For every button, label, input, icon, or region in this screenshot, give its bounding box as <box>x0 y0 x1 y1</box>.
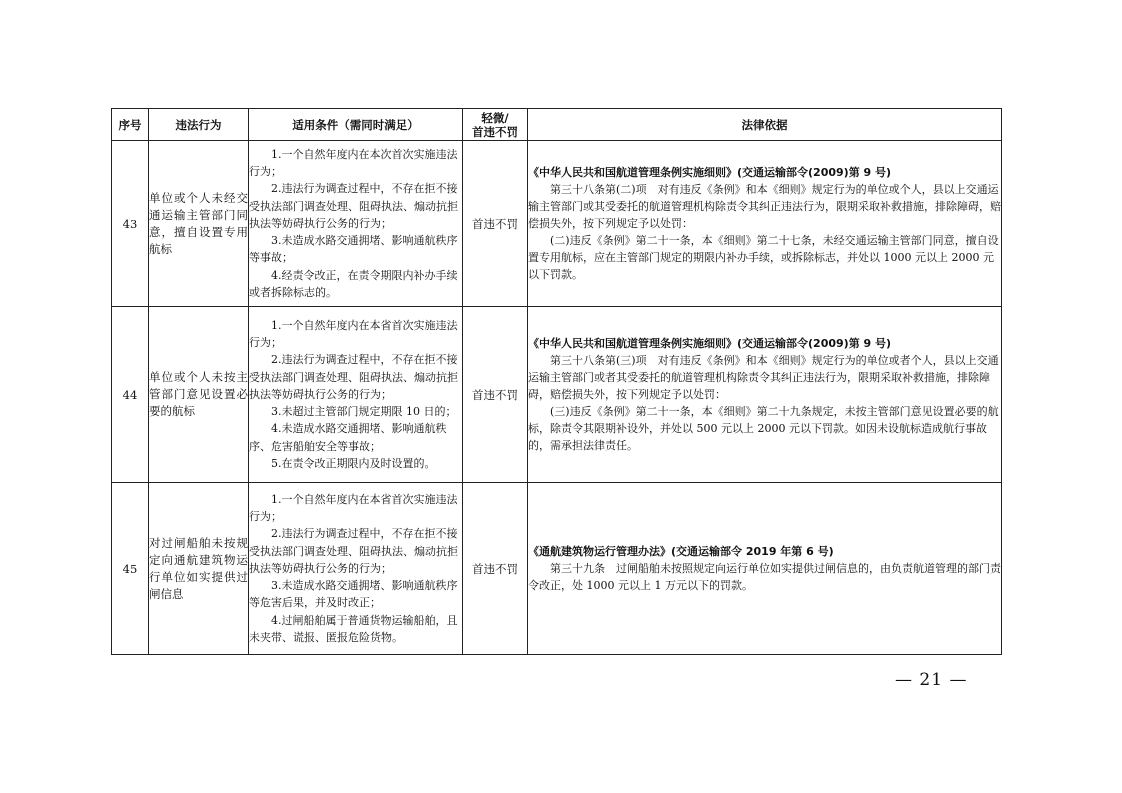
law-paragraph: 第三十八条第(三)项 对有违反《条例》和本《细则》规定行为的单位或者个人，县以上交通运输主管部门或者其受委托的航道管理机构除责令其纠正违法行为，限期采取补救措施，排除障碍，赔偿损失外，按下列规定予以处罚： <box>528 354 999 401</box>
row-behavior <box>149 141 249 307</box>
row-behavior-text: 单位或个人未按主管部门意见设置必要的航标 <box>149 370 248 418</box>
page-number: — 21 — <box>895 670 968 690</box>
table-row <box>112 141 1002 307</box>
law-paragraph: 第三十八条第(二)项 对有违反《条例》和本《细则》规定行为的单位或个人，县以上交通运输主管部门或其受委托的航道管理机构除责令其纠正违法行为，限期采取补救措施，排除障碍，赔偿损失外，按下列规定予以处罚： <box>528 183 1001 230</box>
row-law <box>528 307 1002 483</box>
header-light-line1: 轻微/ <box>481 110 509 125</box>
row-light-penalty: 首违不罚 <box>463 141 528 307</box>
row-conditions <box>249 307 463 483</box>
condition-item: 3.未造成水路交通拥堵、影响通航秩序等危害后果，并及时改正； <box>249 579 458 610</box>
row-law <box>528 483 1002 655</box>
condition-item: 3.未造成水路交通拥堵、影响通航秩序等事故； <box>249 234 458 265</box>
condition-item: 2.违法行为调查过程中，不存在拒不接受执法部门调查处理、阻碍执法、煽动抗拒执法等妨碍执行公务的行为； <box>249 353 458 401</box>
penalty-table <box>111 108 1002 655</box>
law-title: 《中华人民共和国航道管理条例实施细则》(交通运输部令(2009)第 9 号) <box>528 166 892 179</box>
row-conditions <box>249 141 463 307</box>
row-seq: 43 <box>112 141 149 307</box>
row-behavior <box>149 483 249 655</box>
table-row <box>112 307 1002 483</box>
law-title: 《通航建筑物运行管理办法》(交通运输部令 2019 年第 6 号) <box>528 545 834 558</box>
row-light-penalty: 首违不罚 <box>463 483 528 655</box>
row-conditions <box>249 483 463 655</box>
row-seq: 44 <box>112 307 149 483</box>
condition-item: 4.过闸船舶属于普通货物运输船舶，且未夹带、谎报、匿报危险货物。 <box>249 613 458 645</box>
law-paragraph: 第三十九条 过闸船舶未按照规定向运行单位如实提供过闸信息的，由负责航道管理的部门责令改正，处 1000 元以上 1 万元以下的罚款。 <box>528 562 1001 592</box>
condition-item: 2.违法行为调查过程中，不存在拒不接受执法部门调查处理、阻碍执法、煽动抗拒执法等妨碍执行公务的行为； <box>249 527 458 575</box>
header-conditions: 适用条件（需同时满足） <box>249 109 463 141</box>
header-row <box>112 109 1002 141</box>
law-title: 《中华人民共和国航道管理条例实施细则》(交通运输部令(2009)第 9 号) <box>528 337 892 350</box>
row-light-penalty: 首违不罚 <box>463 307 528 483</box>
row-behavior <box>149 307 249 483</box>
header-light-line2: 首违不罚 <box>472 124 518 139</box>
row-law <box>528 141 1002 307</box>
header-law: 法律依据 <box>528 109 1002 141</box>
condition-item: 1.一个自然年度内在本次首次实施违法行为； <box>249 147 458 178</box>
condition-item: 4.未造成水路交通拥堵、影响通航秩序、危害船舶安全等事故； <box>249 422 447 453</box>
row-seq: 45 <box>112 483 149 655</box>
condition-item: 1.一个自然年度内在本省首次实施违法行为； <box>249 492 458 523</box>
condition-item: 5.在责令改正期限内及时设置的。 <box>271 457 436 471</box>
condition-item: 2.违法行为调查过程中，不存在拒不接受执法部门调查处理、阻碍执法、煽动抗拒执法等妨碍执行公务的行为； <box>249 182 458 230</box>
condition-item: 4.经责令改正，在责令期限内补办手续或者拆除标志的。 <box>249 268 458 300</box>
condition-item: 3.未超过主管部门规定期限 10 日的； <box>271 405 457 419</box>
table-row <box>112 483 1002 655</box>
row-behavior-text: 单位或个人未经交通运输主管部门同意，擅自设置专用航标 <box>149 190 248 256</box>
law-paragraph: (三)违反《条例》第二十一条，本《细则》第二十九条规定，未按主管部门意见设置必要的航标，除责令其限期补设外，并处以 500 元以上 2000 元以下罚款。如因未设航标造成航行事故的，需承担法律责任。 <box>528 405 999 452</box>
condition-item: 1.一个自然年度内在本省首次实施违法行为； <box>249 318 458 349</box>
law-paragraph: (二)违反《条例》第二十一条，本《细则》第二十七条，未经交通运输主管部门同意，擅自设置专用航标，应在主管部门规定的期限内补办手续，或拆除标志，并处以 1000 元以上 2000 元以下罚款。 <box>528 234 999 281</box>
header-behavior: 违法行为 <box>149 109 249 141</box>
header-light-penalty <box>463 109 528 141</box>
header-seq: 序号 <box>112 109 149 141</box>
row-behavior-text: 对过闸船舶未按规定向通航建筑物运行单位如实提供过闸信息 <box>149 535 248 601</box>
